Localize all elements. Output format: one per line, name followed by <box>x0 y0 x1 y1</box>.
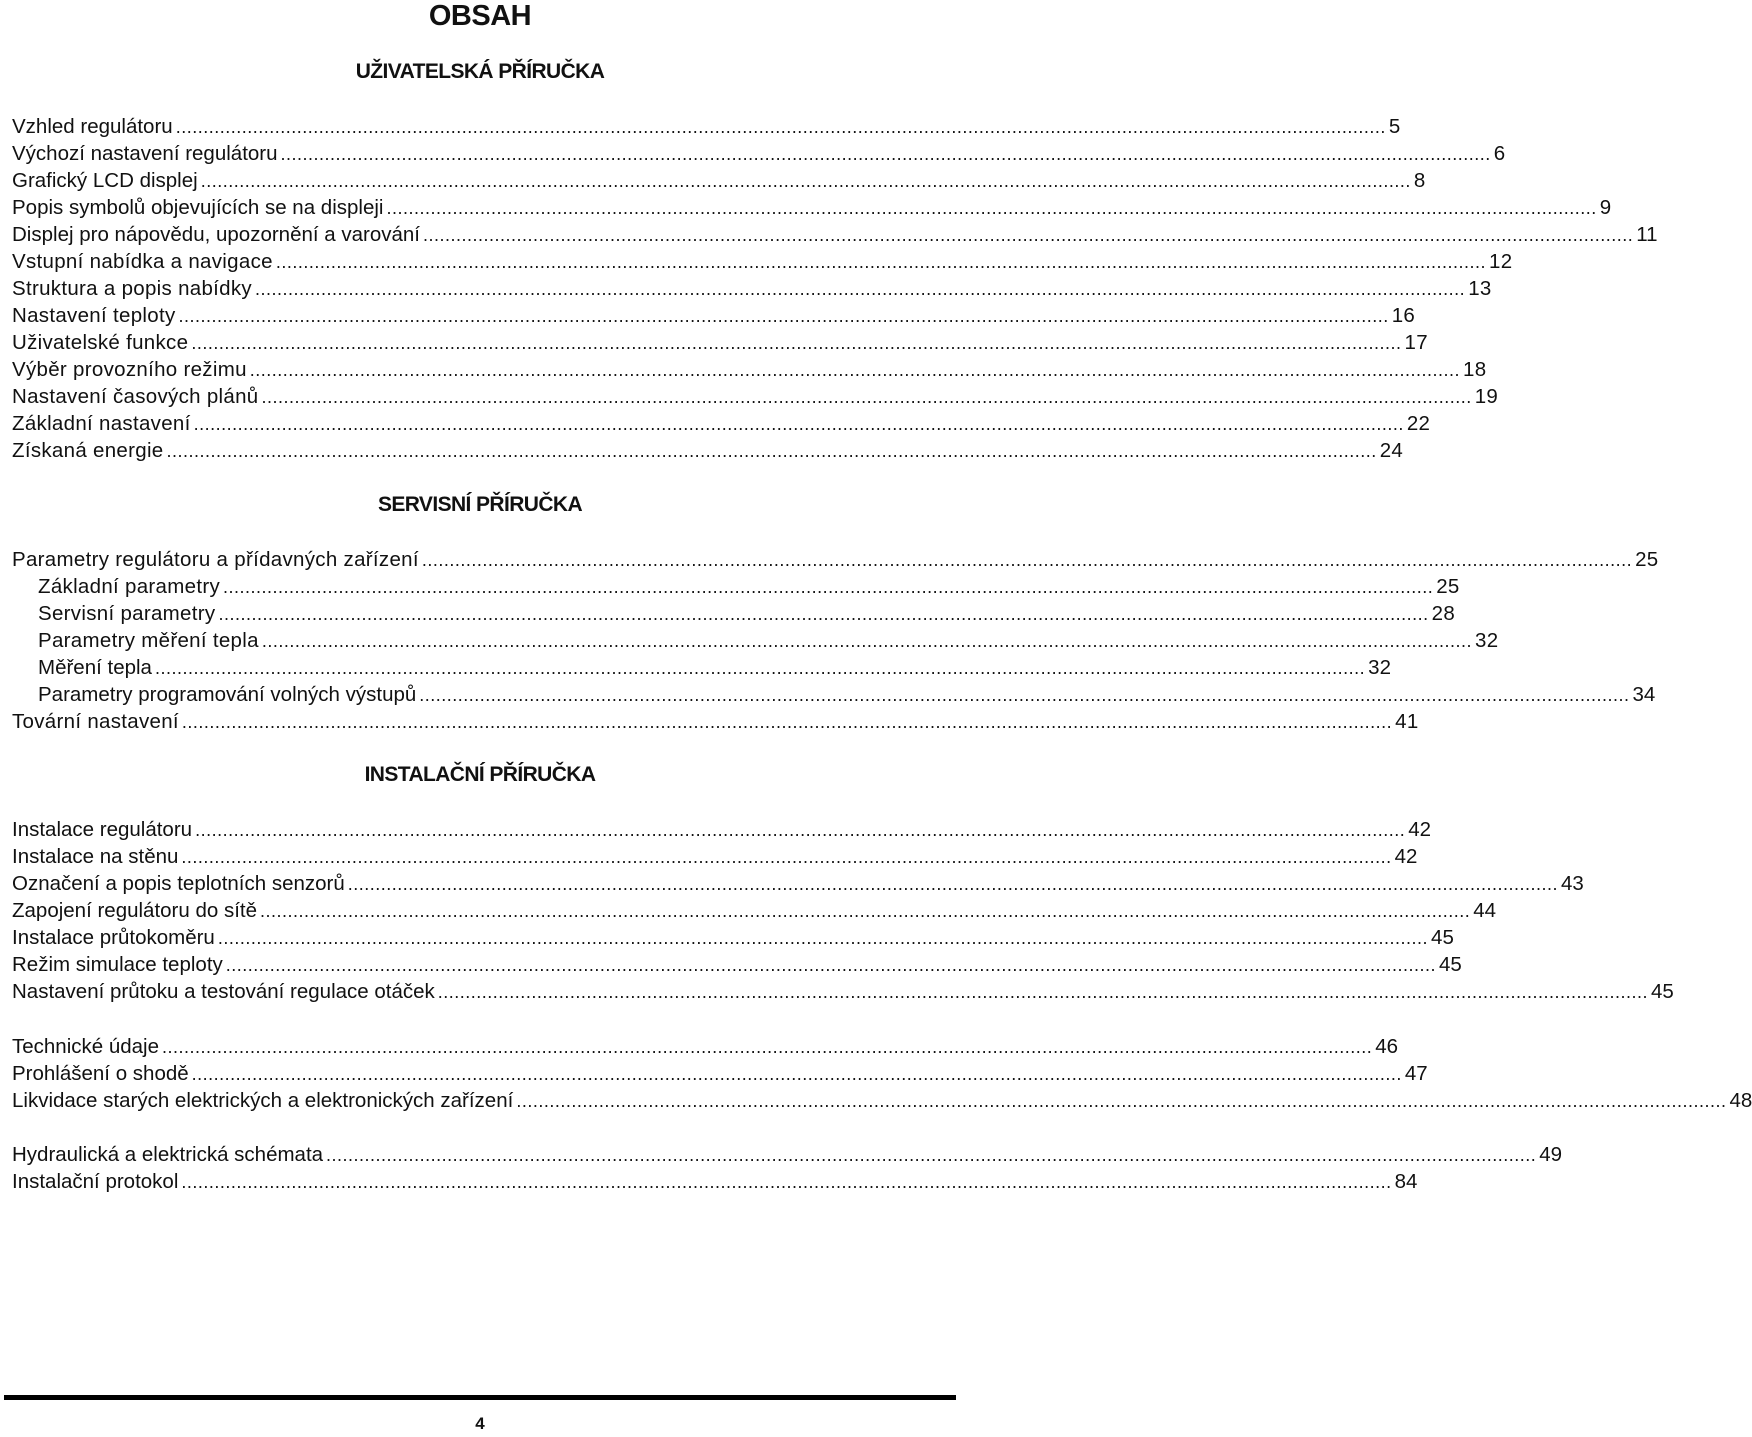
toc-entry-page: 12 <box>1489 250 1513 273</box>
toc-leader-dots: ............................................................................................................................................................................................................................ <box>175 117 1386 137</box>
toc-entry-label: Nastavení teploty <box>12 304 176 327</box>
toc-entry[interactable] <box>38 681 1656 708</box>
toc-entry-label: Měření tepla <box>38 656 152 679</box>
section-heading-installation-guide: INSTALAČNÍ PŘÍRUČKA <box>364 763 596 786</box>
toc-entry-label: Instalace regulátoru <box>12 818 193 841</box>
toc-entry[interactable] <box>12 356 1487 383</box>
toc-entry-label: Grafický LCD displej <box>12 169 198 192</box>
toc-leader-dots: ............................................................................................................................................................................................................................ <box>181 847 1392 867</box>
toc-entry[interactable] <box>12 383 1499 410</box>
toc-entry-label: Likvidace starých elektrických a elektronických zařízení <box>12 1089 514 1112</box>
toc-leader-dots: ............................................................................................................................................................................................................................ <box>218 604 1429 624</box>
toc-entry[interactable] <box>12 140 1506 167</box>
toc-entry-page: 24 <box>1379 439 1404 462</box>
toc-entry-page: 11 <box>1636 223 1658 246</box>
toc-entry-page: 32 <box>1475 629 1499 652</box>
toc-leader-dots: ............................................................................................................................................................................................................................ <box>181 1172 1392 1192</box>
toc-entry[interactable] <box>12 546 1659 573</box>
toc-entry[interactable] <box>38 627 1499 654</box>
toc-leader-dots: ............................................................................................................................................................................................................................ <box>154 658 1366 678</box>
toc-entry-page: 16 <box>1391 304 1416 327</box>
toc-entry[interactable] <box>12 1168 1418 1195</box>
toc-entry[interactable] <box>12 221 1658 248</box>
toc-leader-dots: ............................................................................................................................................................................................................................ <box>347 874 1558 894</box>
toc-entry-label: Režim simulace teploty <box>12 953 223 976</box>
toc-leader-dots: ............................................................................................................................................................................................................................ <box>223 577 1434 597</box>
toc-entry[interactable] <box>12 194 1612 221</box>
toc-entry-page: 18 <box>1463 358 1487 381</box>
toc-leader-dots: ............................................................................................................................................................................................................................ <box>181 712 1393 732</box>
toc-leader-dots: ............................................................................................................................................................................................................................ <box>191 1064 1402 1084</box>
toc-leader-dots: ............................................................................................................................................................................................................................ <box>516 1091 1727 1111</box>
toc-entry-label: Parametry regulátoru a přídavných zařízení <box>12 548 419 571</box>
toc-entry-page: 46 <box>1375 1035 1399 1058</box>
toc-entry[interactable] <box>12 978 1674 1005</box>
toc-entry[interactable] <box>12 1060 1428 1087</box>
toc-entry-page: 9 <box>1599 196 1612 219</box>
toc-entry[interactable] <box>12 1033 1399 1060</box>
toc-entry[interactable] <box>12 248 1513 275</box>
toc-leader-dots: ............................................................................................................................................................................................................................ <box>261 387 1472 407</box>
toc-entry[interactable] <box>12 1087 1752 1114</box>
toc-entry-label: Prohlášení o shodě <box>12 1062 189 1085</box>
document-title: OBSAH <box>428 0 532 32</box>
toc-leader-dots: ............................................................................................................................................................................................................................ <box>260 901 1471 921</box>
toc-entry-label: Označení a popis teplotních senzorů <box>12 872 345 895</box>
toc-leader-dots: ............................................................................................................................................................................................................................ <box>249 360 1461 380</box>
toc-entry[interactable] <box>38 654 1391 681</box>
toc-leader-dots: ............................................................................................................................................................................................................................ <box>162 1037 1373 1057</box>
toc-leader-dots: ............................................................................................................................................................................................................................ <box>254 279 1466 299</box>
toc-entry-page: 25 <box>1635 548 1659 571</box>
toc-entry[interactable] <box>12 437 1404 464</box>
toc-leader-dots: ............................................................................................................................................................................................................................ <box>275 252 1487 272</box>
toc-leader-dots: ............................................................................................................................................................................................................................ <box>200 171 1411 191</box>
toc-entry-label: Struktura a popis nabídky <box>12 277 252 300</box>
toc-entry-label: Technické údaje <box>12 1035 160 1058</box>
toc-leader-dots: ............................................................................................................................................................................................................................ <box>421 550 1633 570</box>
toc-entry-page: 42 <box>1394 845 1418 868</box>
toc-entry[interactable] <box>12 870 1584 897</box>
toc-entry-label: Displej pro nápovědu, upozornění a varování <box>12 223 420 246</box>
toc-leader-dots: ............................................................................................................................................................................................................................ <box>437 982 1649 1002</box>
toc-entry-page: 45 <box>1431 926 1454 949</box>
toc-entry-label: Vstupní nabídka a navigace <box>12 250 273 273</box>
toc-leader-dots: ............................................................................................................................................................................................................................ <box>217 928 1429 948</box>
section-heading-user-guide: UŽIVATELSKÁ PŘÍRUČKA <box>355 60 605 83</box>
toc-entry-label: Instalace průtokoměru <box>12 926 215 949</box>
toc-leader-dots: ............................................................................................................................................................................................................................ <box>195 820 1406 840</box>
toc-entry[interactable] <box>12 275 1492 302</box>
toc-entry-page: 42 <box>1408 818 1432 841</box>
toc-entry-page: 32 <box>1368 656 1391 679</box>
toc-leader-dots: ............................................................................................................................................................................................................................ <box>193 414 1404 434</box>
toc-entry[interactable] <box>12 708 1419 735</box>
toc-entry-page: 19 <box>1474 385 1499 408</box>
section-heading-service-guide: SERVISNÍ PŘÍRUČKA <box>377 493 583 516</box>
toc-leader-dots: ............................................................................................................................................................................................................................ <box>423 225 1634 245</box>
toc-entry-page: 44 <box>1473 899 1497 922</box>
toc-entry-label: Tovární nastavení <box>12 710 179 733</box>
toc-entry-label: Zapojení regulátoru do sítě <box>12 899 258 922</box>
toc-leader-dots: ............................................................................................................................................................................................................................ <box>178 306 1389 326</box>
toc-entry-page: 5 <box>1388 115 1401 138</box>
toc-entry[interactable] <box>12 329 1428 356</box>
toc-entry-page: 41 <box>1395 710 1419 733</box>
toc-entry[interactable] <box>38 573 1460 600</box>
toc-entry-label: Parametry programování volných výstupů <box>38 683 417 706</box>
toc-entry-page: 47 <box>1404 1062 1428 1085</box>
toc-entry[interactable] <box>12 897 1497 924</box>
toc-entry-label: Hydraulická a elektrická schémata <box>12 1143 324 1166</box>
page-number: 4 <box>475 1414 485 1433</box>
toc-entry-label: Výchozí nastavení regulátoru <box>12 142 278 165</box>
toc-entry-page: 45 <box>1438 953 1462 976</box>
toc-entry-label: Parametry měření tepla <box>38 629 259 652</box>
toc-entry[interactable] <box>12 113 1401 140</box>
toc-entry-page: 49 <box>1539 1143 1563 1166</box>
toc-entry-label: Popis symbolů objevujících se na displeji <box>12 196 384 219</box>
toc-entry-page: 34 <box>1632 683 1656 706</box>
toc-entry-page: 22 <box>1406 412 1431 435</box>
toc-entry-label: Instalační protokol <box>12 1170 179 1193</box>
toc-entry-page: 6 <box>1493 142 1506 165</box>
toc-leader-dots: ............................................................................................................................................................................................................................ <box>419 685 1630 705</box>
toc-leader-dots: ............................................................................................................................................................................................................................ <box>166 441 1377 461</box>
toc-entry-page: 45 <box>1651 980 1674 1003</box>
toc-entry-label: Výběr provozního režimu <box>12 358 247 381</box>
toc-entry-page: 25 <box>1436 575 1460 598</box>
toc-entry[interactable] <box>12 1141 1563 1168</box>
toc-entry[interactable] <box>12 816 1432 843</box>
footer-rule <box>4 1395 956 1400</box>
toc-entry[interactable] <box>12 924 1454 951</box>
toc-entry-label: Servisní parametry <box>38 602 216 625</box>
toc-entry-page: 17 <box>1404 331 1428 354</box>
toc-entry[interactable] <box>12 167 1426 194</box>
toc-entry-label: Získaná energie <box>12 439 164 462</box>
toc-leader-dots: ............................................................................................................................................................................................................................ <box>280 144 1491 164</box>
toc-entry[interactable] <box>12 302 1416 329</box>
toc-entry[interactable] <box>12 410 1431 437</box>
toc-entry[interactable] <box>12 843 1418 870</box>
toc-entry-page: 84 <box>1394 1170 1418 1193</box>
toc-entry-label: Uživatelské funkce <box>12 331 189 354</box>
toc-entry-label: Vzhled regulátoru <box>12 115 173 138</box>
toc-leader-dots: ............................................................................................................................................................................................................................ <box>386 198 1597 218</box>
toc-entry-label: Základní nastavení <box>12 412 191 435</box>
toc-entry-label: Nastavení časových plánů <box>12 385 259 408</box>
toc-entry-page: 13 <box>1468 277 1492 300</box>
toc-entry[interactable] <box>12 951 1462 978</box>
toc-entry-page: 8 <box>1413 169 1426 192</box>
toc-entry-page: 48 <box>1729 1089 1752 1112</box>
toc-entry-page: 43 <box>1560 872 1584 895</box>
toc-leader-dots: ............................................................................................................................................................................................................................ <box>326 1145 1537 1165</box>
toc-leader-dots: ............................................................................................................................................................................................................................ <box>261 631 1473 651</box>
toc-entry-label: Nastavení průtoku a testování regulace otáček <box>12 980 435 1003</box>
toc-entry-label: Instalace na stěnu <box>12 845 179 868</box>
toc-leader-dots: ............................................................................................................................................................................................................................ <box>191 333 1402 353</box>
toc-entry-label: Základní parametry <box>38 575 221 598</box>
toc-entry[interactable] <box>38 600 1456 627</box>
toc-entry-page: 28 <box>1431 602 1456 625</box>
toc-leader-dots: ............................................................................................................................................................................................................................ <box>225 955 1436 975</box>
